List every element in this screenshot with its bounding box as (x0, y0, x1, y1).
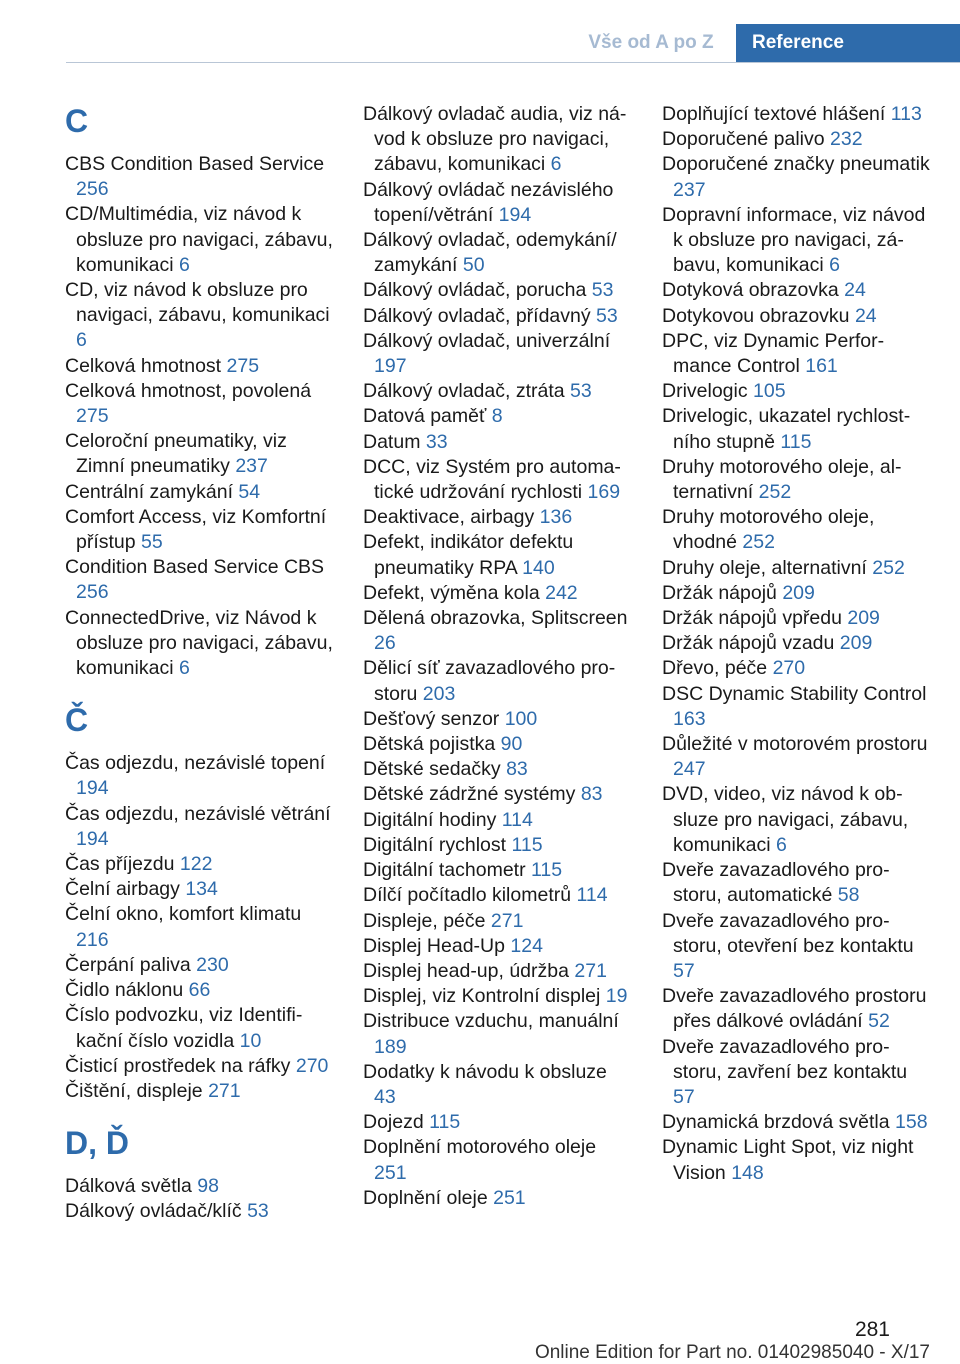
index-entry (363, 379, 631, 404)
index-entry (363, 505, 631, 530)
index-entry (363, 530, 631, 580)
index-entry (363, 858, 631, 883)
index-entry (363, 606, 631, 656)
index-entry-text: Dojezd (363, 1111, 430, 1134)
index-entry-text: Displej head-up, údržba (363, 959, 575, 982)
index-page-link[interactable]: 252 (742, 531, 775, 554)
index-entry-text: Dopravní informace, viz návod k obsluze pro navigaci, zábavu, komunikaci (662, 203, 926, 277)
index-page-link[interactable]: 122 (179, 853, 213, 876)
index-entry-text: Dálkový ovladač, přídavný (363, 304, 597, 327)
index-entry (662, 858, 930, 908)
index-letter-heading: C (65, 103, 89, 139)
index-page-link[interactable]: 136 (539, 506, 573, 529)
index-entry-text: Celoroční pneumatiky, viz Zimní pneumatiky (65, 430, 287, 478)
index-entry (363, 1186, 631, 1211)
index-page-link[interactable]: 194 (76, 827, 109, 850)
index-entry (662, 682, 930, 732)
index-entry (65, 480, 333, 505)
index-entry-text: Druhy oleje, alternativní (662, 556, 873, 579)
index-entry-text: Dynamic Light Spot, viz night Vision (662, 1136, 914, 1184)
index-page-link[interactable]: 256 (76, 581, 109, 604)
index-entry-text: Čelní airbagy (65, 878, 186, 901)
index-entry-text: Dotykovou obrazovku (662, 304, 855, 327)
index-entry (363, 883, 631, 908)
index-page-link[interactable]: 58 (837, 884, 860, 907)
header-section-title: Vše od A po Z (588, 32, 714, 53)
index-page-link[interactable]: 6 (178, 253, 190, 276)
index-entry (662, 656, 930, 681)
index-entry-text: Čas odjezdu, nezávislé topení (65, 752, 326, 775)
index-page-link[interactable]: 216 (76, 928, 109, 951)
index-page-link[interactable]: 10 (239, 1029, 262, 1052)
index-entry-text: Čisticí prostředek na ráfky (65, 1054, 296, 1077)
index-page-link[interactable]: 43 (374, 1085, 396, 1108)
index-page-link[interactable]: 203 (422, 682, 456, 705)
index-entry (65, 852, 333, 877)
index-page-link[interactable]: 54 (238, 480, 261, 503)
index-entry (363, 732, 631, 757)
index-page-link[interactable]: 251 (374, 1161, 407, 1184)
index-entry-text: Doplnění motorového oleje (363, 1136, 597, 1159)
index-page-link[interactable]: 237 (673, 178, 706, 201)
index-entry (363, 707, 631, 732)
index-entry (662, 102, 930, 127)
index-entry (363, 1009, 631, 1059)
index-page-link[interactable]: 271 (574, 959, 607, 982)
index-entry-text: CBS Condition Based Service (65, 153, 325, 175)
index-entry (363, 1110, 631, 1135)
index-page-link[interactable]: 114 (576, 884, 608, 907)
index-page-link[interactable]: 169 (587, 481, 621, 504)
index-entry-text: Digitální rychlost (363, 833, 512, 856)
index-entry-text: Displej Head-Up (363, 934, 511, 957)
index-entry (363, 304, 631, 329)
index-page-link[interactable]: 271 (208, 1079, 241, 1102)
index-entry-text: Dveře zavazadlového prostoru přes dálkové ovládání (662, 985, 927, 1033)
index-entry-text: Doplňující textové hlášení (662, 103, 891, 125)
index-entry-text: Druhy motorového oleje, alternativní (662, 455, 902, 504)
index-page-link[interactable]: 66 (188, 979, 211, 1002)
index-page-link[interactable]: 134 (185, 878, 218, 901)
index-entry-text: Doporučené značky pneumatik (662, 153, 930, 176)
index-entry-text: Drivelogic, ukazatel rychlostního stupně (662, 405, 911, 453)
index-page-link[interactable]: 209 (782, 581, 815, 604)
index-entry-text: Drivelogic (662, 380, 754, 403)
index-entry-text: Datum (363, 430, 426, 453)
index-entry (662, 379, 930, 404)
index-entry (65, 354, 333, 379)
index-page-link[interactable]: 237 (235, 455, 268, 478)
index-entry-text: Dětské sedačky (363, 758, 507, 781)
index-entry-text: Defekt, výměna kola (363, 581, 546, 604)
index-entry (65, 379, 333, 429)
index-entry-text: Dělicí síť zavazadlového prostoru (363, 657, 616, 705)
index-page-link[interactable]: 115 (780, 430, 812, 453)
index-entry-text: Dveře zavazadlového prostoru, zavření bez kontaktu (662, 1035, 908, 1083)
index-page-link[interactable]: 275 (226, 354, 260, 377)
index-entry (65, 152, 333, 202)
index-page-link[interactable]: 209 (847, 607, 880, 630)
index-entry (363, 178, 631, 228)
index-entry-text: Druhy motorového oleje, vhodné (662, 506, 875, 554)
index-entry (662, 127, 930, 152)
index-page-link[interactable]: 53 (596, 304, 618, 327)
index-entry-text: Čas příjezdu (65, 853, 180, 876)
index-entry-text: Číslo podvozku, viz Identifikační číslo vozidla (65, 1004, 303, 1052)
index-entry (363, 833, 631, 858)
index-page-link[interactable]: 53 (591, 279, 614, 302)
index-page-link[interactable]: 57 (673, 1085, 695, 1108)
index-entry (662, 782, 930, 858)
index-entry (65, 1079, 333, 1104)
index-page-link[interactable]: 100 (504, 707, 538, 730)
index-page-link[interactable]: 252 (872, 556, 905, 579)
index-entry (662, 505, 930, 555)
index-page-link[interactable]: 50 (462, 254, 485, 277)
index-entry-text: Důležité v motorovém prostoru (662, 733, 928, 756)
index-page-link[interactable]: 194 (76, 777, 109, 800)
index-entry-text: Čidlo náklonu (65, 979, 189, 1002)
index-page-link[interactable]: 209 (839, 632, 873, 655)
index-entry-text: Dělená obrazovka, Splitscreen (363, 607, 628, 630)
index-page-link[interactable]: 83 (580, 783, 603, 806)
index-entry-text: Držák nápojů vzadu (662, 632, 840, 655)
index-page-link[interactable]: 26 (374, 632, 396, 655)
index-entry (65, 877, 333, 902)
index-entry-text: Držák nápojů (662, 581, 783, 604)
index-entry (662, 304, 930, 329)
index-entry (65, 953, 333, 978)
index-entry (662, 732, 930, 782)
index-entry-text: Digitální tachometr (363, 859, 531, 882)
index-entry (662, 152, 930, 202)
index-entry-text: DCC, viz Systém pro automatické udržování rychlosti (363, 455, 621, 504)
index-entry (65, 555, 333, 605)
index-entry (662, 606, 930, 631)
index-page-link[interactable]: 55 (141, 531, 163, 554)
index-entry-text: Dálkový ovladač, odemykání/ zamykání (363, 229, 617, 277)
index-entry (662, 203, 930, 279)
index-page-link[interactable]: 114 (501, 808, 533, 831)
index-entry (65, 429, 333, 479)
index-entry-text: Čištění, displeje (65, 1079, 209, 1102)
index-page-link[interactable]: 6 (76, 329, 87, 352)
index-entry (662, 1035, 930, 1111)
index-letter-heading: D, Ď (65, 1125, 129, 1162)
index-entry-text: Celková hmotnost (65, 354, 227, 377)
index-entry (662, 329, 930, 379)
index-entry-text: Displej, viz Kontrolní displej (363, 985, 606, 1008)
index-entry-text: Centrální zamykání (65, 480, 239, 503)
index-entry-text: Dílčí počítadlo kilometrů (363, 884, 577, 907)
index-entry-text: Dveře zavazadlového prostoru, otevření bez kontaktu (662, 909, 914, 957)
index-entry (363, 581, 631, 606)
index-entry (65, 1199, 333, 1224)
index-page-link[interactable]: 113 (890, 103, 922, 125)
index-entry-text: Dálkový ovladač, univerzální (363, 329, 611, 352)
index-entry (363, 757, 631, 782)
index-entry (363, 228, 631, 278)
index-entry (363, 278, 631, 303)
index-page-link[interactable]: 270 (295, 1054, 329, 1077)
index-entry-text: Distribuce vzduchu, manuální (363, 1010, 619, 1033)
index-page-link[interactable]: 115 (429, 1111, 461, 1134)
index-entry (65, 278, 333, 354)
index-entry-text: Doplnění oleje (363, 1186, 494, 1209)
index-entry (65, 1174, 333, 1199)
index-entry-text: Dálková světla (65, 1175, 198, 1198)
index-page-link[interactable]: 247 (673, 758, 706, 781)
index-entry (65, 1054, 333, 1079)
index-entry-text: Dotyková obrazovka (662, 279, 845, 302)
index-entry (363, 909, 631, 934)
index-entry-text: Condition Based Service CBS (65, 556, 325, 579)
edition-note: Online Edition for Part no. 01402985040 - X/17 (534, 1342, 930, 1363)
index-page-link[interactable]: 105 (753, 380, 786, 403)
index-page-link[interactable]: 189 (374, 1035, 407, 1058)
index-page-link[interactable]: 24 (854, 304, 877, 327)
index-page-link[interactable]: 251 (493, 1186, 526, 1209)
index-entry-text: Dynamická brzdová světla (662, 1111, 896, 1134)
index-entry (65, 802, 333, 852)
index-page-link[interactable]: 52 (868, 1010, 890, 1033)
index-page-link[interactable]: 158 (895, 1111, 928, 1134)
index-page-link[interactable]: 242 (545, 581, 578, 604)
index-entry-text: Celková hmotnost, povolená (65, 379, 312, 402)
index-entry (363, 1060, 631, 1110)
index-entry (662, 1135, 930, 1185)
index-entry (662, 556, 930, 581)
index-entry-text: Dodatky k návodu k obsluze (363, 1060, 607, 1083)
header-tab-reference[interactable]: Reference (736, 24, 960, 62)
index-entry-text: CD, viz návod k obsluze pro navigaci, zábavu, komunikaci (65, 279, 330, 327)
index-entry (65, 978, 333, 1003)
index-entry-text: Dálkový ovládač/klíč (65, 1200, 248, 1223)
index-entry (662, 455, 930, 505)
index-entry-text: Doporučené palivo (662, 128, 831, 151)
page-header (66, 24, 960, 63)
index-entry-text: Dálkový ovládač, porucha (363, 279, 592, 302)
index-entry (363, 1135, 631, 1185)
index-entry (363, 329, 631, 379)
index-entry-text: Dešťový senzor (363, 707, 505, 730)
index-entry (662, 1110, 930, 1135)
index-entry-text: Defekt, indikátor defektu pneumatiky RPA (363, 531, 574, 579)
index-page-link[interactable]: 53 (570, 380, 592, 403)
index-entry-text: Datová paměť (363, 405, 492, 428)
index-page-link[interactable]: 6 (550, 153, 562, 176)
index-entry (65, 202, 333, 278)
index-page-link[interactable]: 194 (498, 203, 532, 226)
index-entry-text: Čerpání paliva (65, 953, 197, 976)
index-page-link[interactable]: 8 (491, 405, 503, 428)
index-page-link[interactable]: 232 (830, 128, 863, 151)
index-entry-text: CD/Multimédia, viz návod k obsluze pro navigaci, zábavu, komunikaci (65, 203, 333, 276)
index-column-3 (662, 102, 930, 1186)
index-page-link[interactable]: 6 (178, 657, 190, 680)
index-entry (363, 656, 631, 706)
index-page-link[interactable]: 148 (731, 1161, 764, 1184)
index-page-link[interactable]: 271 (490, 909, 524, 932)
index-page-link[interactable]: 124 (510, 934, 543, 957)
index-entry-text: DSC Dynamic Stability Control (662, 682, 927, 705)
index-entry-text: ConnectedDrive, viz Návod k obsluze pro navigaci, zábavu, komunikaci (65, 606, 333, 680)
index-page-link[interactable]: 197 (374, 355, 407, 378)
index-entry-text: Digitální hodiny (363, 808, 502, 831)
index-page-link[interactable]: 90 (500, 733, 523, 756)
index-entry-text: Dětské zádržné systémy (363, 783, 581, 806)
index-entry-text: Dálkový ovladač, ztráta (363, 380, 571, 403)
index-page-link[interactable]: 115 (511, 833, 543, 856)
index-entry (65, 606, 333, 682)
index-entry (662, 404, 930, 454)
index-page-link[interactable]: 270 (772, 657, 806, 680)
index-page-link[interactable]: 6 (829, 254, 840, 277)
page-number: 281 (854, 1318, 890, 1341)
index-entry (65, 751, 333, 801)
index-entry (65, 1003, 333, 1053)
index-entry (363, 959, 631, 984)
index-entry-text: Dveře zavazadlového prostoru, automatické (662, 859, 890, 907)
index-page-link[interactable]: 252 (758, 481, 792, 504)
index-page-link[interactable]: 57 (673, 959, 695, 982)
index-entry (363, 102, 631, 178)
index-entry (662, 631, 930, 656)
index-entry-text: Držák nápojů vpředu (662, 607, 848, 630)
index-entry-text: DVD, video, viz návod k obsluze pro navigaci, zábavu, komunikaci (662, 783, 909, 856)
index-entry-text: Displeje, péče (363, 909, 491, 932)
index-page-link[interactable]: 115 (531, 859, 563, 882)
page-footer (130, 1318, 930, 1363)
index-page-link[interactable]: 53 (247, 1200, 269, 1223)
index-page-link[interactable]: 161 (805, 355, 838, 378)
index-page-link[interactable]: 24 (844, 279, 866, 302)
index-page-link[interactable]: 98 (197, 1175, 219, 1198)
index-entry (662, 581, 930, 606)
index-entry (662, 984, 930, 1034)
index-entry-text: Dětská pojistka (363, 733, 501, 756)
index-column-1 (65, 102, 333, 1225)
index-page-link[interactable]: 33 (425, 430, 448, 453)
index-page-link[interactable]: 256 (76, 178, 109, 201)
index-page-link[interactable]: 230 (196, 953, 229, 976)
index-page-link[interactable]: 275 (76, 405, 109, 428)
index-entry-text: Čelní okno, komfort klimatu (65, 903, 302, 926)
index-entry-text: Dřevo, péče (662, 657, 773, 680)
index-entry (363, 430, 631, 455)
index-entry-text: Čas odjezdu, nezávislé větrání (65, 802, 331, 825)
index-entry (662, 278, 930, 303)
index-entry-text: DPC, viz Dynamic Performance Control (662, 329, 885, 378)
index-entry-text: Deaktivace, airbagy (363, 506, 540, 529)
index-page-link[interactable]: 19 (605, 985, 628, 1008)
index-entry (363, 808, 631, 833)
index-entry (65, 902, 333, 952)
index-column-2 (363, 102, 631, 1211)
index-entry (363, 455, 631, 505)
index-entry-text: Dálkový ovládač nezávislého topení/větrání (363, 178, 614, 226)
index-page-link[interactable]: 6 (775, 833, 787, 856)
index-entry (363, 984, 631, 1009)
index-entry (65, 505, 333, 555)
index-entry (363, 404, 631, 429)
index-letter-heading: Č (65, 702, 89, 739)
index-entry (363, 782, 631, 807)
index-page-link[interactable]: 83 (506, 758, 528, 781)
index-entry-text: Comfort Access, viz Komfortní přístup (65, 505, 327, 554)
index-entry (363, 934, 631, 959)
index-page-link[interactable]: 140 (522, 556, 555, 579)
index-page-link[interactable]: 163 (673, 707, 706, 730)
index-entry-text: Dálkový ovladač audia, viz návod k obsluze pro navigaci, zábavu, komunikaci (363, 103, 627, 176)
index-entry (662, 909, 930, 985)
